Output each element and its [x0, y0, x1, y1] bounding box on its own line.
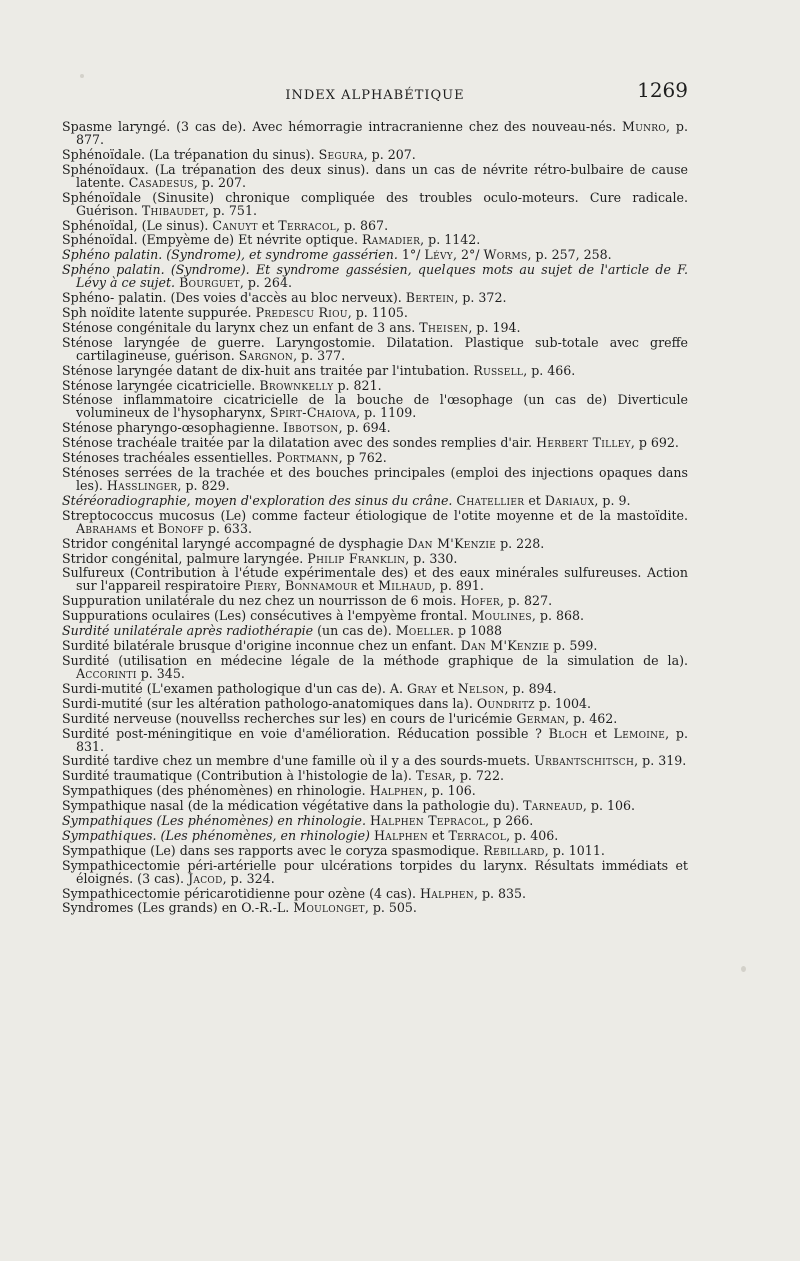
author-name: Bonnamour [285, 578, 358, 594]
entry-text: , p. 257, 258. [527, 247, 612, 263]
entry-text: Sphénoïdaux. (La trépanation des deux sinus). dans un cas de névrite rétro-bulbaire de cause latente. [62, 161, 688, 190]
entry-text: , p. 877. [76, 119, 688, 147]
entry-text: Spasme laryngé. (3 cas de). Avec hémorragie intracranienne chez des nouveau-nés. [62, 119, 623, 134]
index-entry [62, 191, 688, 217]
entry-text: Surdité traumatique (Contribution à l'histologie de la). [62, 768, 416, 784]
author-name: Canuyt [212, 217, 258, 233]
author-name: Thibaudet [141, 202, 205, 218]
entry-text: , p. 1105. [347, 305, 408, 321]
author-name: Bloch [548, 725, 588, 741]
entry-text: p. 633. [203, 520, 252, 536]
index-entry [62, 379, 688, 392]
author-name: Halphen [374, 827, 428, 843]
index-entry [62, 219, 688, 232]
index-entry [62, 712, 688, 725]
index-entry [62, 233, 688, 246]
author-name: Moeller [395, 623, 450, 639]
author-name: Hasslinger [106, 478, 178, 494]
entry-text: et [137, 520, 158, 536]
author-name: Segura [318, 146, 364, 162]
entry-title-italic: Sphéno palatin. (Syndrome). Et syndrome gassésien, quelques mots au sujet de l'article de F. Lévy à ce sujet. [62, 262, 688, 291]
author-name: Hofer [460, 593, 500, 609]
author-name: Milhaud [378, 578, 432, 594]
entry-text: Sténose laryngée datant de dix-huit ans traitée par l'intubation. [62, 362, 474, 378]
index-entry [62, 769, 688, 782]
index-entry [62, 148, 688, 161]
entry-text: p. 228. [496, 535, 545, 551]
author-name: Terracol [278, 217, 336, 233]
index-entry [62, 566, 688, 592]
entry-text: et [357, 578, 379, 594]
author-name: Oundritz [476, 695, 535, 711]
index-entry [62, 364, 688, 377]
author-name: Nelson [457, 680, 505, 696]
entry-text: Surdi-mutité (L'examen pathologique d'un cas de). A. [62, 680, 408, 696]
index-entry [62, 509, 688, 535]
entry-text: p. 1004. [534, 695, 591, 711]
entry-text: et [524, 492, 545, 508]
entry-text: , p. 194. [468, 319, 521, 335]
index-entry [62, 248, 688, 261]
entry-text: , p. 377. [293, 347, 346, 363]
entry-text: p. 345. [136, 665, 185, 681]
author-name: Gray [407, 680, 438, 696]
entry-text: , p 266. [485, 812, 534, 828]
entry-text: , p. 330. [405, 550, 458, 566]
author-name: Brownkelly [259, 377, 334, 393]
entry-text: Sténoses serrées de la trachée et des bouches principales (emploi des injections opaques dans les). [62, 465, 688, 494]
author-name: Bonoff [157, 520, 204, 536]
entry-text: Sympathicectomie péri-artérielle pour ulcérations torpides du larynx. Résultats immédiats et éloignés. (3 cas). [62, 857, 688, 886]
entry-title-italic: Sympathiques. (Les phénomènes, en rhinologie) [62, 827, 370, 843]
author-name: Urbantschitsch [534, 753, 635, 769]
entry-text: , p. 207. [363, 146, 416, 162]
entry-text: . p 1088 [449, 623, 503, 639]
index-entry [62, 451, 688, 464]
author-name: Sargnon [238, 347, 294, 363]
entry-text: , p. 1142. [420, 232, 481, 248]
entry-text: , [277, 578, 286, 594]
entry-text: , p. 372. [454, 290, 507, 306]
entry-text: , p 692. [630, 435, 679, 451]
index-entry [62, 594, 688, 607]
entry-text: Sphénoïdal. (Empyème de) Et névrite optique. [62, 232, 362, 248]
author-name: Halphen [420, 885, 474, 901]
index-entry [62, 829, 688, 842]
entry-text: , p. 751. [204, 202, 257, 218]
author-name: Terracol [448, 827, 507, 843]
entry-text: Surdi-mutité (sur les altération pathologo-anatomiques dans la). [62, 695, 477, 711]
entry-text: Suppuration unilatérale du nez chez un nourrisson de 6 mois. [62, 593, 461, 609]
entry-text: , p. 207. [193, 174, 247, 190]
entry-text: p. 821. [333, 377, 382, 393]
entry-text: et [257, 217, 279, 233]
index-entry [62, 537, 688, 550]
entry-title-italic: Sympathiques (Les phénomènes) en rhinologie. [62, 812, 366, 828]
index-entry [62, 799, 688, 812]
author-name: Tesar [415, 768, 452, 784]
entry-text: et [437, 680, 458, 696]
author-name: Chatellier [456, 492, 525, 508]
entry-text: , p. 106. [582, 798, 636, 814]
index-entry [62, 163, 688, 189]
index-entry [62, 639, 688, 652]
author-name: Moulines [471, 608, 532, 624]
author-name: Dan M'Kenzie [460, 638, 550, 654]
entry-text: Sympathique (Le) dans ses rapports avec le coryza spasmodique. [62, 842, 484, 858]
entry-text: Suppurations oculaires (Les) consécutives à l'empyème frontal. [62, 608, 472, 624]
entry-text: , p. 827. [499, 593, 553, 609]
running-title: INDEX ALPHABÉTIQUE [285, 88, 465, 103]
entry-text: , p 762. [338, 450, 387, 466]
entry-text: Sténose congénitale du larynx chez un enfant de 3 ans. [62, 319, 420, 335]
index-entry [62, 727, 688, 753]
index-entry [62, 887, 688, 900]
index-entry [62, 120, 688, 146]
entry-text: et [427, 827, 449, 843]
entry-title-italic: Surdité unilatérale après radiothérapie [62, 623, 314, 639]
entry-text: , p. 831. [76, 725, 688, 754]
entry-text: Sténose pharyngo-œsophagienne. [62, 420, 283, 436]
index-entry [62, 844, 688, 857]
entry-text: Sphénoïdale. (La trépanation du sinus). [62, 146, 319, 162]
entry-text: , p. 406. [506, 827, 559, 843]
author-name: Philip Franklin [307, 550, 406, 566]
index-entry [62, 306, 688, 319]
entry-text: Surdité post-méningitique en voie d'amélioration. Réducation possible ? [62, 725, 549, 741]
author-name: Halphen Tepracol [370, 812, 486, 828]
author-name: Herbert Tilley [536, 435, 631, 451]
author-name: Halphen [369, 783, 424, 799]
entry-text: (un cas de). [313, 623, 396, 639]
author-name: Predescu Riou [255, 305, 348, 321]
entry-text: , p. 505. [364, 900, 417, 916]
author-name: Spirt-Chaiova [269, 405, 357, 421]
entry-text: Sympathicectomie péricarotidienne pour ozène (4 cas). [62, 885, 421, 901]
entry-text: Surdité tardive chez un membre d'une famille où il y a des sourds-muets. [62, 753, 535, 769]
paper-stain [741, 966, 746, 972]
entry-text: Surdité bilatérale brusque d'origine inconnue chez un enfant. [62, 638, 461, 654]
index-entry [62, 609, 688, 622]
entry-text: Streptococcus mucosus (Le) comme facteur étiologique de l'otite moyenne et de la mastoïdite. [62, 507, 688, 523]
entry-text: Syndromes (Les grands) en O.-R.-L. [62, 900, 294, 916]
entry-text: Sympathique nasal (de la médication végétative dans la pathologie du). [62, 798, 524, 814]
entry-text: , p. 1011. [544, 842, 605, 858]
index-entry [62, 814, 688, 827]
author-name: German [516, 710, 566, 726]
index-entry [62, 321, 688, 334]
index-entry [62, 336, 688, 362]
entry-text: et [587, 725, 614, 741]
entry-text: , p. 722. [451, 768, 504, 784]
entry-text: Surdité nerveuse (nouvellss recherches sur les) en cours de l'uricémie [62, 710, 517, 726]
author-name: Munro [622, 119, 667, 134]
index-entry [62, 466, 688, 492]
index-entry [62, 654, 688, 680]
entry-text: , p. 106. [423, 783, 476, 799]
entry-text: Stridor congénital, palmure laryngée. [62, 550, 308, 566]
author-name: Accorinti [76, 665, 137, 681]
author-name: Lévy [424, 247, 453, 263]
author-name: Jacod [188, 870, 223, 886]
running-head [62, 78, 688, 110]
entry-text: Sténose laryngée cicatricielle. [62, 377, 260, 393]
index-entry [62, 421, 688, 434]
index-entry [62, 552, 688, 565]
author-name: Dariaux [544, 492, 595, 508]
entry-text: , p. 835. [473, 885, 527, 901]
index-entry [62, 436, 688, 449]
page-number: 1269 [637, 78, 688, 102]
author-name: Rebillard [483, 842, 545, 858]
index-entry [62, 754, 688, 767]
entry-text: Sympathiques (des phénomènes) en rhinologie. [62, 783, 370, 799]
entry-text: Sphéno- palatin. (Des voies d'accès au bloc nerveux). [62, 290, 406, 306]
index-entry [62, 393, 688, 419]
entry-text: , p. 9. [594, 492, 631, 508]
entry-title-italic: Stéréoradiographie, moyen d'exploration des sinus du crâne. [62, 492, 453, 508]
author-name: Portmann [276, 450, 339, 466]
index-entry [62, 682, 688, 695]
entry-text: Surdité (utilisation en médecine légale de la méthode graphique de la simulation de la). [62, 652, 688, 668]
index-entry [62, 784, 688, 797]
author-name: Dan M'Kenzie [407, 535, 497, 551]
author-name: Bertein [405, 290, 455, 306]
entry-text: , p. 894. [504, 680, 557, 696]
index-entry [62, 291, 688, 304]
index-entry [62, 494, 688, 507]
entry-text: p. 599. [549, 638, 598, 654]
author-name: Abrahams [76, 520, 138, 536]
author-name: Theisen [419, 319, 469, 335]
author-name: Lemoine [613, 725, 666, 741]
entry-text: , p. 466. [523, 362, 576, 378]
index-entry [62, 263, 688, 289]
entry-text: Sténoses trachéales essentielles. [62, 450, 277, 466]
entry-text: , p. 891. [431, 578, 484, 594]
index-entry [62, 859, 688, 885]
entry-text: Sphénoïdal, (Le sinus). [62, 217, 213, 233]
entry-text: Sph noïdite latente suppurée. [62, 305, 256, 321]
index-entries [62, 120, 688, 916]
author-name: Ramadier [361, 232, 421, 248]
index-entry [62, 624, 688, 637]
author-name: Worms [483, 247, 528, 263]
entry-text: Sténose trachéale traitée par la dilatation avec des sondes remplies d'air. [62, 435, 537, 451]
author-name: Tarneaud [523, 798, 583, 814]
entry-title-italic: Sphéno palatin. (Syndrome), et syndrome gassérien. [62, 247, 398, 263]
author-name: Bourguet [179, 275, 240, 291]
entry-text: 1°/ [397, 247, 425, 263]
entry-text: Sphénoïdale (Sinusite) chronique compliquée des troubles oculo-moteurs. Cure radicale. Guérison. [62, 189, 688, 218]
entry-text: Sténose inflammatoire cicatricielle de la bouche de l'œsophage (un cas de) Diverticule volumineux de l'hysopharynx, [62, 392, 688, 421]
author-name: Ibbotson [282, 420, 339, 436]
author-name: Moulonget [293, 900, 365, 916]
entry-text: , p. 264. [239, 275, 292, 291]
entry-text: , p. 319. [634, 753, 687, 769]
entry-text: Sténose laryngée de guerre. Laryngostomie. Dilatation. Plastique sub-totale avec greffe cartilagineuse, guérison. [62, 334, 688, 363]
entry-text: , p. 868. [531, 608, 584, 624]
author-name: Casadesus [128, 174, 194, 190]
entry-text: Stridor congénital laryngé accompagné de dysphagie [62, 535, 408, 551]
entry-text: Sulfureux (Contribution à l'étude expérimentale des) et des eaux minérales sulfureuses. Action sur l'appareil respiratoire [62, 565, 688, 594]
entry-text: , p. 1109. [356, 405, 417, 421]
entry-text: , p. 462. [565, 710, 618, 726]
author-name: Russell [473, 362, 524, 378]
index-entry [62, 901, 688, 914]
entry-text: , p. 694. [338, 420, 391, 436]
entry-text: , p. 867. [335, 217, 389, 233]
entry-text: , p. 829. [177, 478, 230, 494]
entry-text: , p. 324. [222, 870, 275, 886]
entry-text: , 2°/ [452, 247, 484, 263]
index-entry [62, 697, 688, 710]
author-name: Piery [244, 578, 278, 594]
